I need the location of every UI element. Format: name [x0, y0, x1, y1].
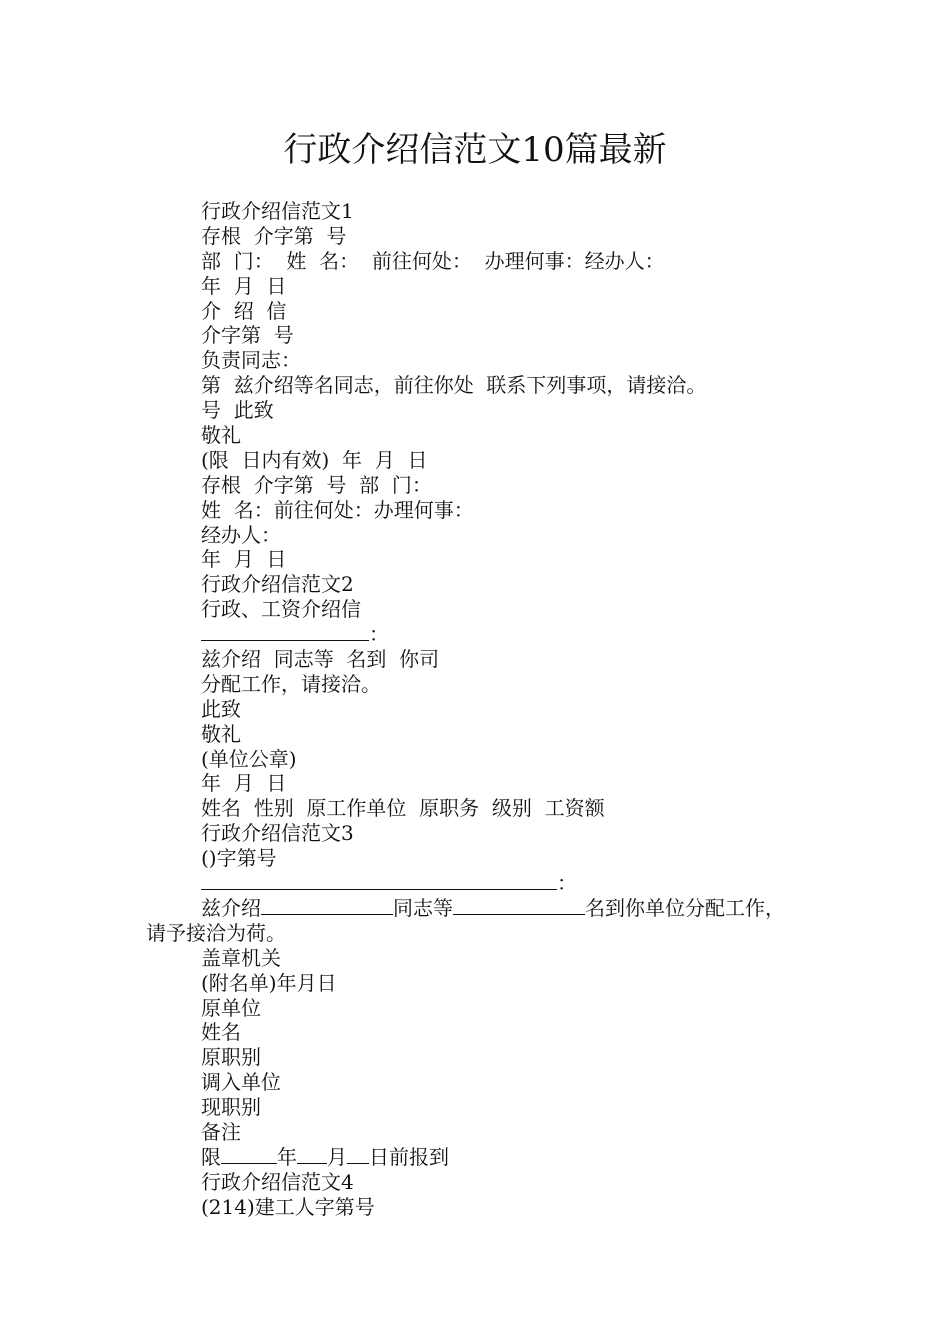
blank-underline: [201, 622, 369, 641]
text-line: 行政介绍信范文4: [201, 1169, 354, 1194]
text-line: ()字第号: [201, 846, 277, 871]
text-line: (214)建工人字第号: [201, 1194, 375, 1219]
wrapped-text-line: 请予接洽为荷。: [146, 921, 286, 945]
text-line: (单位公章): [201, 746, 297, 771]
text-line: 备注: [201, 1119, 241, 1144]
text-line: 部 门： 姓 名： 前往何处： 办理何事：经办人：: [201, 248, 665, 273]
text-line: 姓名 性别 原工作单位 原职务 级别 工资额: [201, 796, 605, 821]
text-line: 经办人：: [201, 522, 281, 547]
text-line: 原单位: [201, 995, 261, 1020]
text-line: 此致: [201, 696, 241, 721]
document-title: 行政介绍信范文10篇最新: [283, 130, 667, 170]
text-line: 行政介绍信范文2: [201, 572, 354, 597]
document-body: [201, 199, 901, 1220]
intro-text: 名到你单位分配工作，: [585, 895, 785, 920]
text-line: 原职别: [201, 1045, 261, 1070]
blank-addressee-line: [201, 622, 901, 647]
deadline-text: 日前报到: [369, 1144, 449, 1169]
blank-underline: [347, 1145, 369, 1164]
text-line: 行政介绍信范文3: [201, 821, 354, 846]
text-line: 号 此致: [201, 398, 274, 423]
text-line: 第 兹介绍等名同志，前往你处 联系下列事项，请接洽。: [201, 373, 707, 398]
colon: ：: [369, 622, 389, 647]
text-line: 盖章机关: [201, 945, 281, 970]
text-line: 介字第 号: [201, 323, 294, 348]
text-line: 年 月 日: [201, 273, 287, 298]
blank-underline: [201, 871, 557, 890]
text-line: 负责同志：: [201, 348, 301, 373]
blank-underline: [221, 1145, 277, 1164]
text-line: 姓名: [201, 1020, 241, 1045]
text-line: 调入单位: [201, 1070, 281, 1095]
colon: ：: [557, 871, 577, 896]
deadline-text: 月: [327, 1144, 347, 1169]
text-line: 年 月 日: [201, 547, 287, 572]
blank-underline: [297, 1145, 327, 1164]
text-line: (限 日内有效) 年 月 日: [201, 447, 428, 472]
text-line: 敬礼: [201, 721, 241, 746]
text-line: 行政介绍信范文1: [201, 199, 354, 223]
blank-underline: [453, 896, 585, 915]
deadline-line: [201, 1145, 901, 1170]
deadline-text: 年: [277, 1144, 297, 1169]
text-line: 兹介绍 同志等 名到 你司: [201, 647, 440, 672]
text-line: 存根 介字第 号: [201, 223, 347, 248]
deadline-text: 限: [201, 1144, 221, 1169]
intro-text: 同志等: [393, 895, 453, 920]
text-line: 年 月 日: [201, 771, 287, 796]
intro-text: 兹介绍: [201, 895, 261, 920]
blank-addressee-line: [201, 871, 901, 896]
text-line: 介 绍 信: [201, 298, 287, 323]
intro-line: [201, 896, 901, 921]
text-line: 现职别: [201, 1095, 261, 1120]
wrap-spacer: [201, 921, 901, 946]
text-line: 敬礼: [201, 423, 241, 448]
text-line: 分配工作，请接洽。: [201, 671, 381, 696]
text-line: 存根 介字第 号 部 门：: [201, 472, 432, 497]
text-line: 姓 名：前往何处：办理何事：: [201, 497, 474, 522]
blank-underline: [261, 896, 393, 915]
text-line: (附名单)年月日: [201, 970, 337, 995]
text-line: 行政、工资介绍信: [201, 597, 361, 622]
